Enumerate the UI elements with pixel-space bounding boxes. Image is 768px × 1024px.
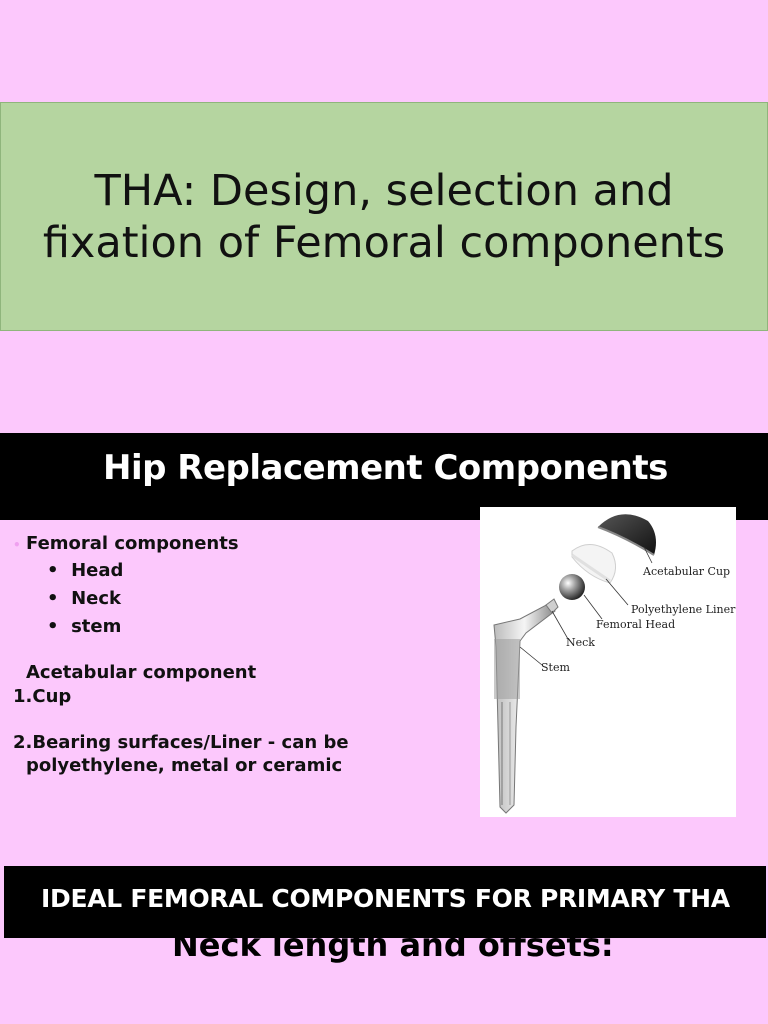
label-polyethylene-liner: Polyethylene Liner — [631, 603, 736, 616]
slide-title-line-2: fixation of Femoral components — [42, 217, 726, 268]
femoral-head-ball — [559, 574, 585, 600]
neck-length-subheading: Neck length and offsets: — [172, 926, 614, 964]
femoral-item-neck: Neck — [71, 588, 121, 609]
list-item — [47, 588, 121, 609]
cup-item: 1.Cup — [13, 686, 72, 707]
femoral-item-head: Head — [71, 560, 124, 581]
femoral-stem-shape — [494, 599, 558, 813]
bearing-item-line-2: polyethylene, metal or ceramic — [26, 755, 343, 776]
list-item — [47, 616, 121, 637]
hip-prosthesis-figure — [480, 507, 736, 817]
title-slide-box — [0, 102, 768, 331]
bullet-icon: • — [47, 588, 59, 609]
ideal-components-heading: IDEAL FEMORAL COMPONENTS FOR PRIMARY THA — [41, 884, 730, 913]
bullet-dot-icon: • — [13, 538, 21, 552]
acetabular-cup-shape — [598, 514, 656, 555]
label-neck: Neck — [566, 636, 595, 649]
label-acetabular-cup: Acetabular Cup — [643, 565, 731, 578]
slide-title-line-1: THA: Design, selection and — [94, 165, 674, 216]
acetabular-component-label: Acetabular component — [26, 662, 257, 683]
list-item — [47, 560, 123, 581]
femoral-components-label: Femoral components — [26, 533, 239, 554]
slide-title — [43, 165, 725, 269]
bullet-icon: • — [47, 616, 59, 637]
bullet-icon: • — [47, 560, 59, 581]
label-femoral-head: Femoral Head — [596, 618, 676, 631]
label-stem: Stem — [541, 661, 570, 674]
hip-components-heading: Hip Replacement Components — [103, 448, 668, 488]
femoral-item-stem: stem — [71, 616, 122, 637]
bearing-item-line-1: 2.Bearing surfaces/Liner - can be — [13, 732, 349, 753]
